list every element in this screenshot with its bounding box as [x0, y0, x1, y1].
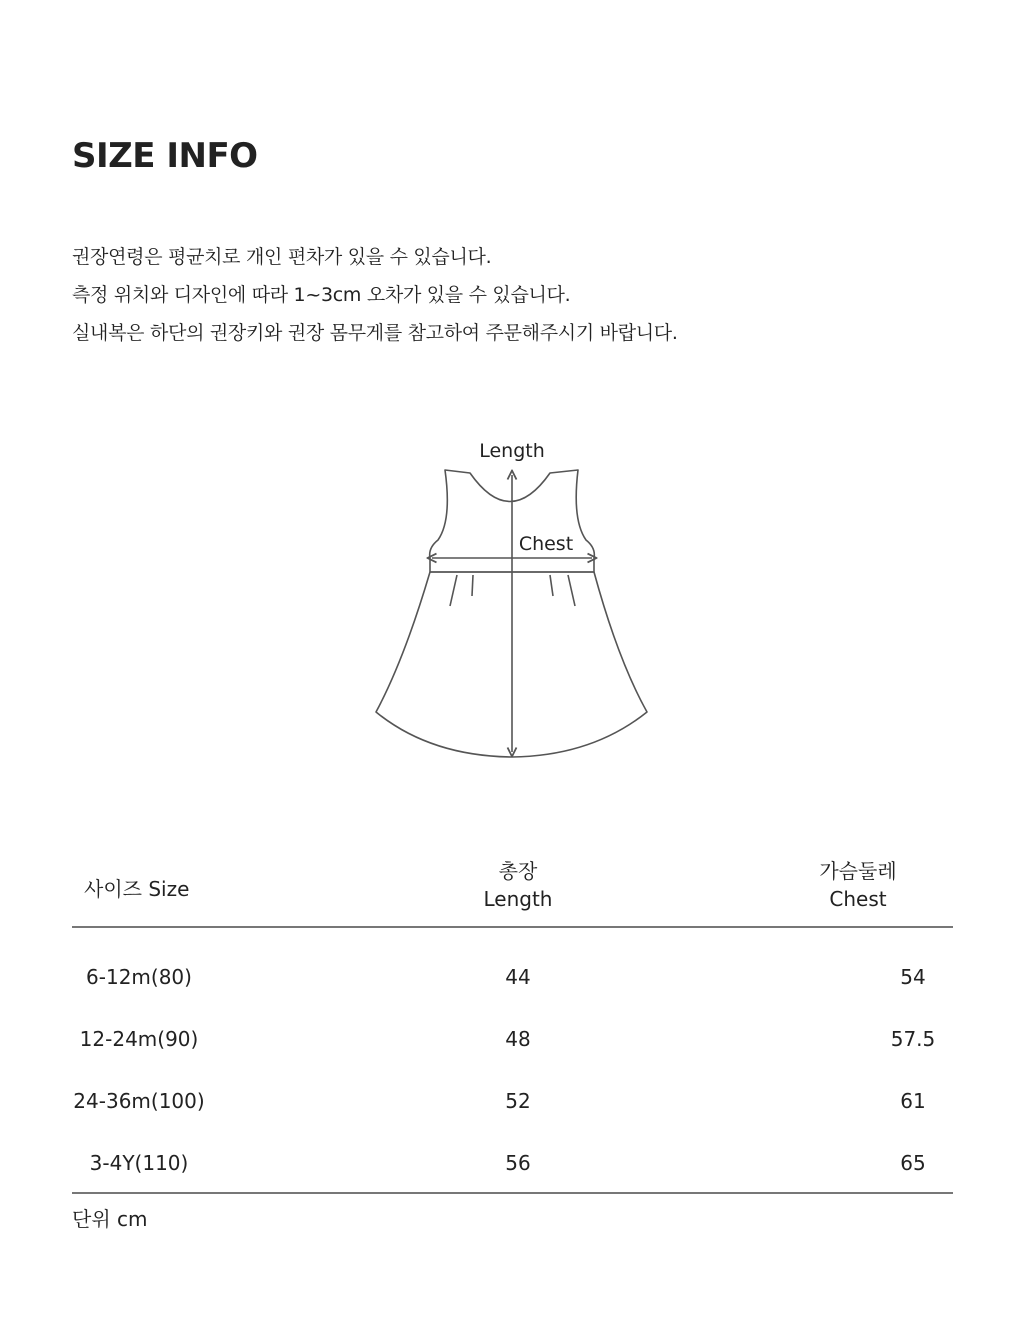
cell-length: 52 — [505, 1089, 531, 1113]
header-length-ko: 총장 — [498, 859, 538, 883]
table-row — [72, 957, 953, 997]
cell-length: 44 — [505, 965, 531, 989]
cell-length: 48 — [505, 1027, 531, 1051]
header-length — [443, 857, 593, 913]
unit-note: 단위 cm — [72, 1207, 148, 1231]
size-notes — [72, 238, 678, 352]
size-table — [72, 850, 953, 1194]
note-measurement: 측정 위치와 디자인에 따라 1~3cm 오차가 있을 수 있습니다. — [72, 284, 571, 306]
cell-size: 3-4Y(110) — [89, 1151, 189, 1175]
header-length-en: Length — [483, 887, 553, 911]
chest-label: Chest — [518, 533, 574, 555]
header-chest — [783, 857, 933, 913]
table-header — [72, 850, 953, 928]
cell-chest: 61 — [900, 1089, 926, 1113]
cell-chest: 57.5 — [890, 1027, 936, 1051]
note-age: 권장연령은 평균치로 개인 편차가 있을 수 있습니다. — [72, 246, 492, 268]
note-order: 실내복은 하단의 권장키와 권장 몸무게를 참고하여 주문해주시기 바랍니다. — [72, 322, 678, 344]
cell-size: 24-36m(100) — [73, 1089, 205, 1113]
table-row — [72, 1019, 953, 1059]
cell-size: 12-24m(90) — [79, 1027, 199, 1051]
dress-measurement-diagram — [360, 430, 660, 780]
cell-chest: 65 — [900, 1151, 926, 1175]
table-row — [72, 1143, 953, 1183]
length-label: Length — [479, 440, 545, 462]
page-title: SIZE INFO — [72, 136, 258, 176]
header-size: 사이즈 Size — [84, 877, 190, 901]
table-body — [72, 928, 953, 1194]
header-chest-ko: 가슴둘레 — [819, 859, 897, 883]
cell-size: 6-12m(80) — [86, 965, 192, 989]
header-chest-en: Chest — [829, 887, 887, 911]
table-row — [72, 1081, 953, 1121]
cell-length: 56 — [505, 1151, 531, 1175]
cell-chest: 54 — [900, 965, 926, 989]
